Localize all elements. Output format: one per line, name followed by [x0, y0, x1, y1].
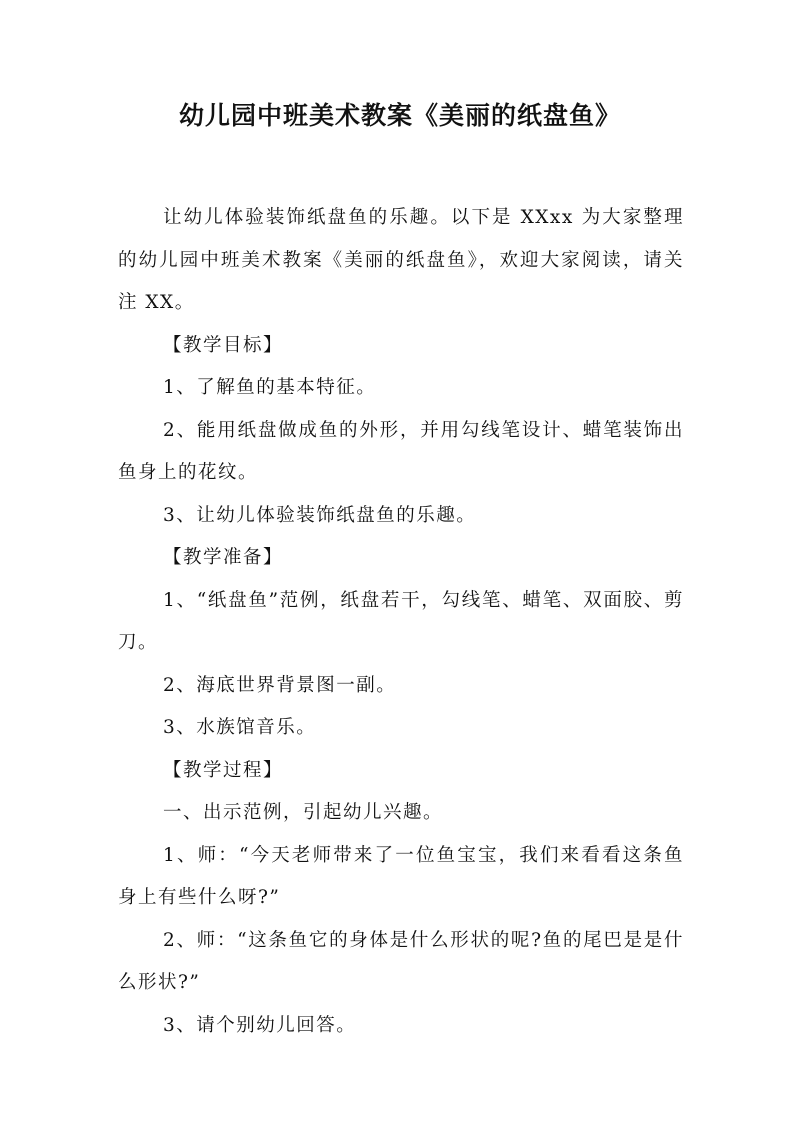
process-substep-1: 1、师：“今天老师带来了一位鱼宝宝，我们来看看这条鱼身上有些什么呀?” — [118, 844, 684, 908]
document-title: 幼儿园中班美术教案《美丽的纸盘鱼》 — [178, 101, 621, 130]
goal-item-3: 3、让幼儿体验装饰纸盘鱼的乐趣。 — [163, 504, 477, 526]
section-heading-goals: 【教学目标】 — [163, 334, 284, 356]
process-step-1: 一、出示范例，引起幼儿兴趣。 — [163, 802, 444, 823]
section-heading-preparation: 【教学准备】 — [163, 547, 284, 568]
preparation-item-3: 3、水族馆音乐。 — [163, 717, 317, 738]
paragraph-intro: 让幼儿体验装饰纸盘鱼的乐趣。以下是 XXxx 为大家整理的幼儿园中班美术教案《美丽的纸盘鱼》，欢迎大家阅读，请关注 XX。 — [118, 207, 684, 313]
section-heading-process: 【教学过程】 — [163, 759, 284, 781]
document-body — [118, 197, 684, 1047]
preparation-item-2: 2、海底世界背景图一副。 — [163, 674, 397, 696]
process-substep-3: 3、请个别幼儿回答。 — [163, 1014, 357, 1036]
goal-item-2: 2、能用纸盘做成鱼的外形，并用勾线笔设计、蜡笔装饰出鱼身上的花纹。 — [118, 419, 684, 483]
goal-item-1: 1、了解鱼的基本特征。 — [163, 377, 377, 398]
process-substep-2: 2、师：“这条鱼它的身体是什么形状的呢?鱼的尾巴是是什么形状?” — [118, 929, 684, 993]
preparation-item-1: 1、“纸盘鱼”范例，纸盘若干，勾线笔、蜡笔、双面胶、剪刀。 — [118, 589, 684, 653]
